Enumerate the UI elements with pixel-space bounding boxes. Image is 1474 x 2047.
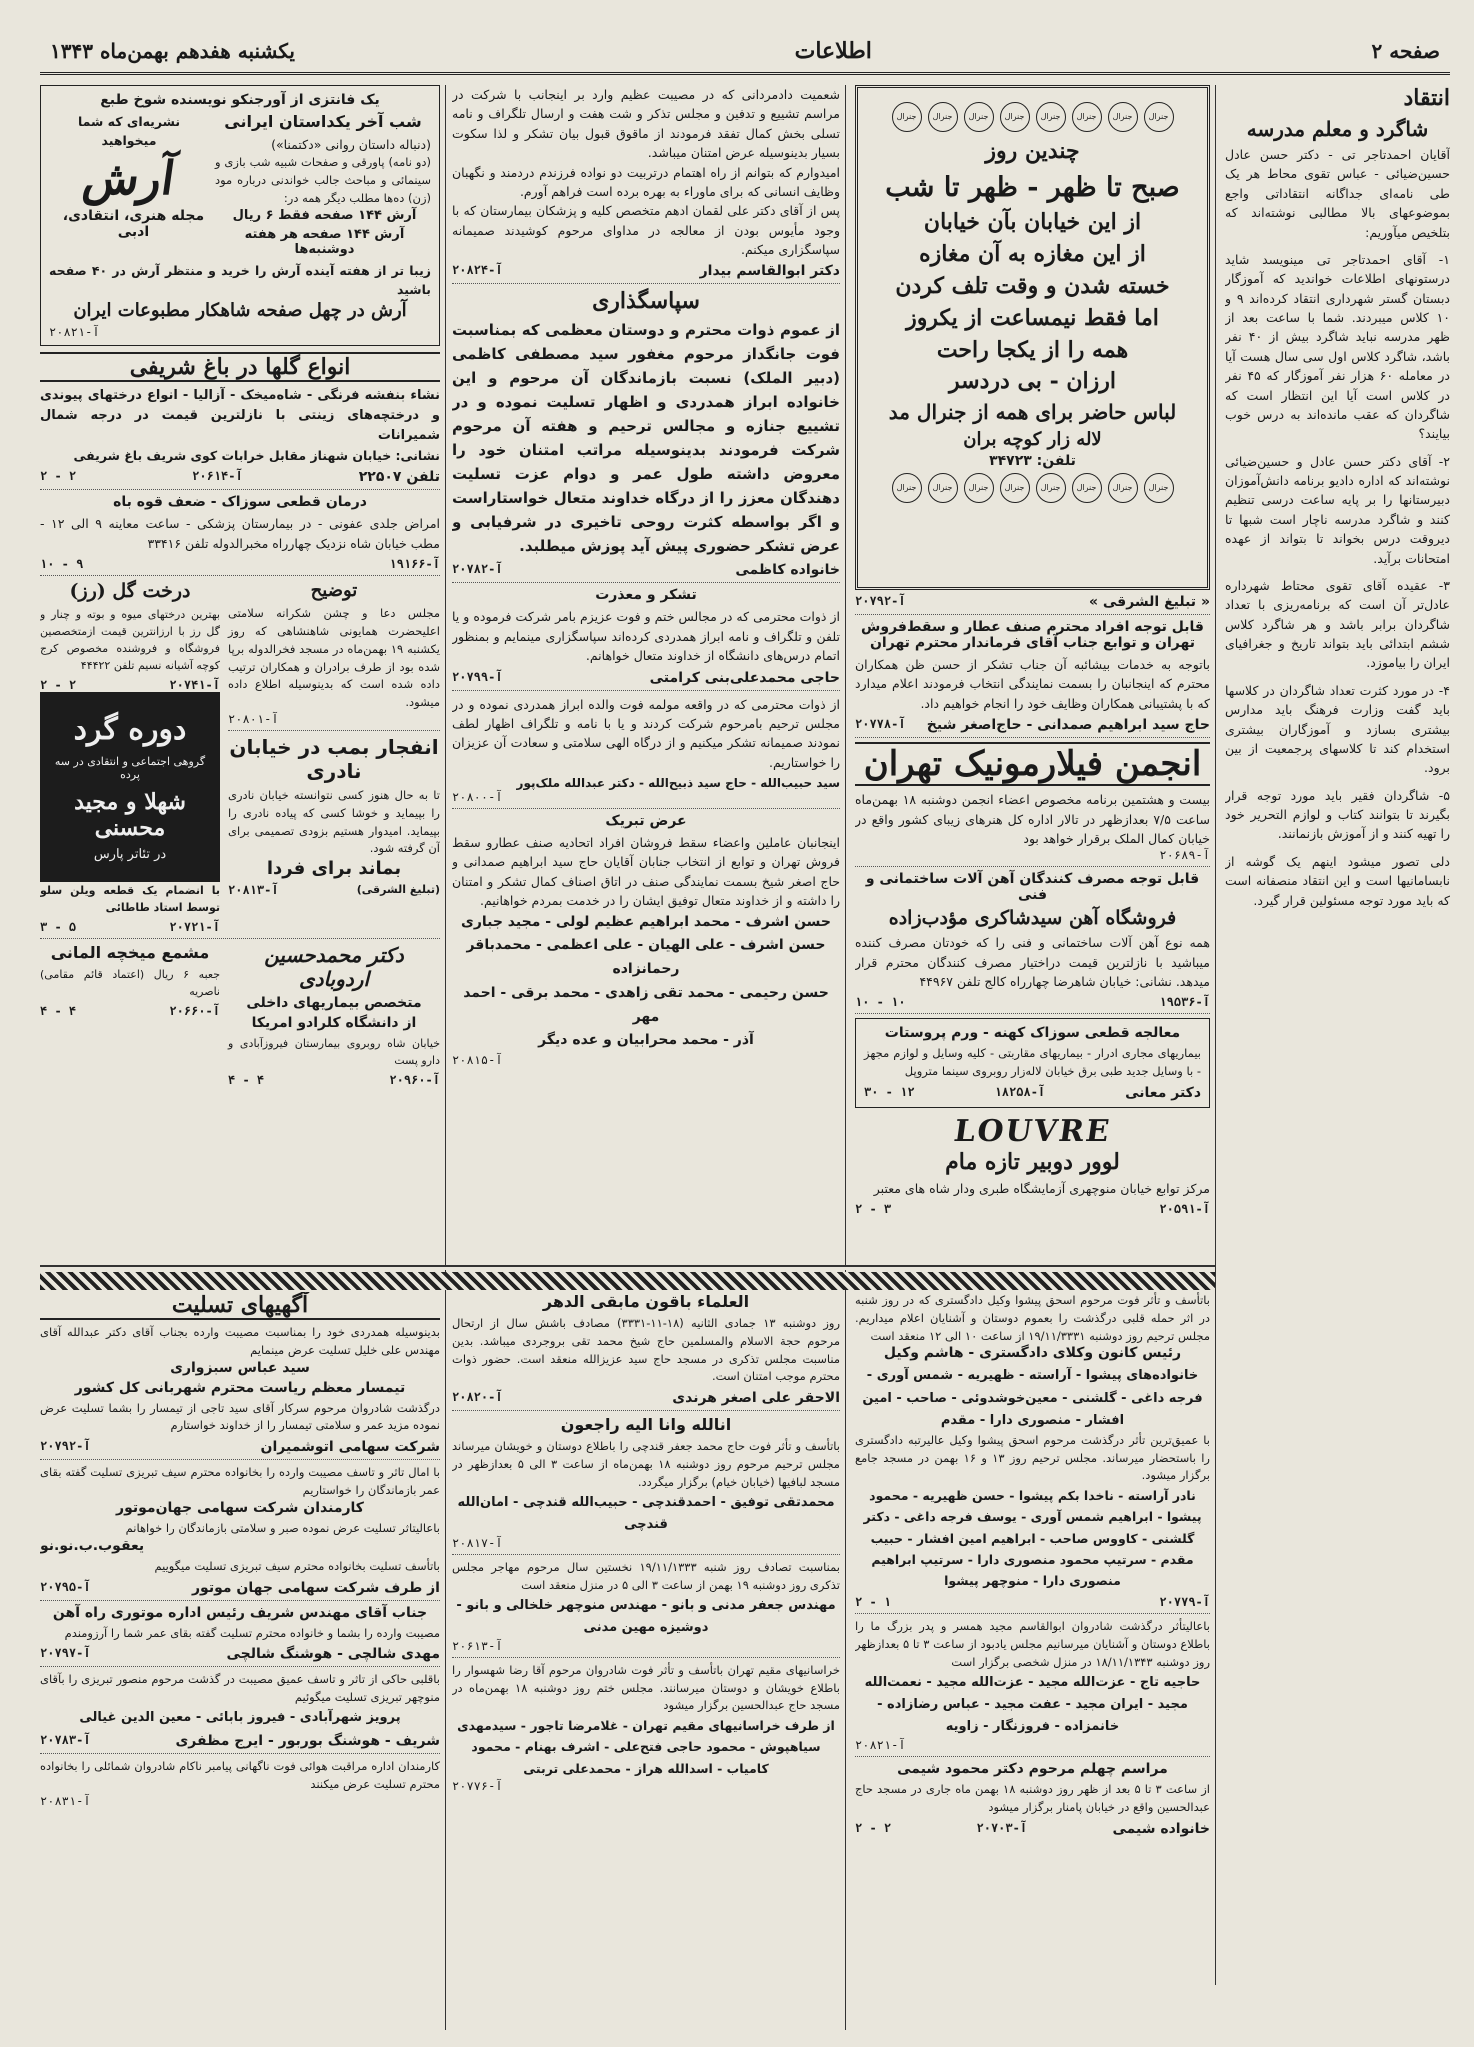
ad-line: از این خیابان بآن خیابان [923,209,1142,236]
condolence-p8: کارمندان اداره مراقبت هوائی فوت ناگهانی پیامبر ناکام شادروان شمائلی را بخانواده محترم تسلیت عرض میکنند [40,1759,440,1791]
ad-line: صبح تا ظهر - ظهر تا شب [885,171,1180,203]
doctor-spec: متخصص بیماریهای داخلی [246,995,422,1012]
rose-tree-ad [40,580,220,692]
shimi-body: از ساعت ۳ تا ۵ بعد از ظهر روز دوشنبه ۱۸ بهمن ماه جاری در مسجد حاج عبدالحسین واقع در خیابان پامنار برگزار میشود [855,1782,1210,1814]
critique-section-title: انتقاد [1403,85,1450,111]
condolence-p1: بدینوسیله همدردی خود را بمناسبت مصیبت وارده بجناب آقای دکتر عبدالله آقای مهندس علی خلیل تسلیت عرض مینمایم [40,1325,440,1357]
condolence-row-2 [40,1439,440,1455]
louvre-code-row [855,1202,1210,1216]
brand-badge: جنرال [1072,102,1102,132]
condolence-code8: آ-۲۰۸۳۱ [40,1793,91,1808]
philharmonic-title: انجمن فیلارمونیک تهران [855,742,1210,786]
obituary-thanks-1 [452,85,840,279]
theater-title: دوره گرد [73,712,187,748]
majid-notice: باعالیتأثر درگذشت شادروان ابوالقاسم مجید همسر و پدر بزرگ ما را باطلاع دوستان و آشنایان میرسانیم مجلس یادبود از ساعت ۳ تا ۵ بعدازظهر روز دوشنبه ۱۸/۱۱/۱۳۴۳ در منزل شخصی برگزار است [855,1619,1210,1670]
congrats-name-line: آذر - محمد محرابیان و عده دیگر [538,1032,754,1049]
thanks-notice-3 [452,695,840,805]
flowers-title: انواع گلها در باغ شریفی [40,352,440,382]
thanks-code: آ-۲۰۷۸۲ [452,562,503,577]
thanks-signature-row [452,562,840,578]
critique-column [1225,85,1450,910]
critique-paragraph: ۱- آقای احمدتاجر تی مینویسد شاید درستونهای اطلاعات خواندید که آموزگار دبستان گستر شهرداری انتقاد کرده‌اند ۹ و ۱۰ کلاس میبردند. شما با ساعت بعد از ظهر مدرسه نباید شاگرد بیش از ۴۰ نفر باشد، شاگرد کلاس اول سی سال هست آیا در معامله ۶۰ هزار نفر آموزگار که ۴۵ نفر در کلاس است آیا این انتظار است که شاگردان که عقب مانده‌اند به درس خوب بیایند؟ [1225,251,1450,442]
ads-column-3 [452,85,840,1260]
thanks2-signature-row [452,670,840,686]
magazine-info: آرش ۱۴۴ صفحه فقط ۶ ریال [232,207,417,223]
ulama-body: روز دوشنبه ۱۳ جمادی الثانیه (۱۸-۱۱-۳۳۳۱) مصادف باشش سال از ارتحال مرحوم حجة الاسلام والمسلمین حاج شیخ محمد تقی بروجردی میباشد. بدین مناسبت مجلس تذکری در مسجد حاج سید عزیزالله منعقد است. حضور ذوات محترم موجب امتنان است. [452,1316,840,1384]
clinic-ad [855,1018,1210,1108]
theater-code2: ۳ - ۵ [40,920,77,935]
critique-paragraph: ۲- آقای دکتر حسن عادل و حسین‌ضیائی نوشته‌اند که اداره دادیو برنامه دانش‌آموزان دبیرستانها را بر پایه ساعت درسی تنظیم کنند و شاگرد مدرسه ناچار است شبها تا دیروقت درس بخواند تا بتواند از عهده امتحانات برآید. [1225,453,1450,566]
rose-code2: ۲ - ۲ [40,678,77,693]
condolence-p4: باعالیتاثر تسلیت عرض نموده صبر و سلامتی بازماندگان را خواهانم [125,1520,440,1535]
qandchi-title: انالله وانا الیه راجعون [560,1415,732,1435]
magazine-code: آ-۲۰۸۲۱ [49,324,100,339]
std-code-row [40,557,440,571]
obituary-code: آ-۲۰۸۲۴ [452,263,503,278]
condolence-sig3: کارمندان شرکت سهامی جهان‌موتور [116,1499,364,1516]
plaster-code2: ۴ - ۴ [40,1004,77,1019]
congrats-name-line: حسن رحیمی - محمد تقی زاهدی - محمد برقی - احمد مهر [463,984,829,1025]
brand-badge: جنرال [1144,473,1174,503]
shimi-code: آ-۲۰۷۰۳ [976,1820,1028,1835]
flowers-code2: ۲ - ۲ [40,469,77,484]
condolence-sig6: مهدی شالچی - هوشنگ شالچی [226,1646,440,1663]
khorasan-code: آ-۲۰۷۷۶ [452,1778,503,1793]
notice-signature: حاج سید ابراهیم صمدانی - حاج‌اصغر شیخ [926,717,1210,734]
police-chief-title: تیمسار معظم ریاست محترم شهربانی کل کشور [74,1379,406,1396]
critique-title: شاگرد و معلم مدرسه [1246,117,1429,141]
page-number: صفحه ۲ [1371,39,1440,63]
thanks-notice-1 [452,288,840,578]
obituary-paragraph: شعمیت دادمردانی که در مصیبت عظیم وارد بر اینجانب با شرکت در مراسم تشییع و تدفین و مجلس تذکر و شت هفت و ارسال تلگراف و نامه تسلی بخش کمال تفقد فرمودند از ماقوق قبول بیان تشکر و لذا سکوت بسیار بدینوسیله عرض امتنان میباشد. [452,87,840,161]
plaster-code-row [40,1004,220,1018]
corn-plaster-ad [40,943,220,1087]
doctor-address: خیابان شاه روبروی بیمارستان فیروزآبادی و دارو پست [228,1037,440,1068]
congrats-names [452,911,840,1054]
hardware-ad [855,871,1210,1009]
brand-badge: جنرال [1108,473,1138,503]
newspaper-page [40,30,1450,2035]
thanks3-signature: سید حبیب‌الله - حاج سید ذبیح‌الله - دکتر عبدالله ملک‌پور [516,776,840,790]
theater-ad [40,692,220,882]
thanks2-code: آ-۲۰۷۹۹ [452,669,503,684]
ad-line: چندین روز [985,138,1080,164]
flowers-address: نشانی: خیابان شهناز مقابل خرابات کوی شریف باغ شریفی [73,447,440,463]
condolence-sig4: یعقوب.ب.نو.نو [40,1537,145,1554]
louvre-code: آ-۲۰۵۹۱ [1159,1202,1210,1217]
condolence-sig2: شرکت سهامی اتوشمیران [260,1439,440,1456]
congrats-name-line: حسن اشرف - محمد ابراهیم عظیم لولی - مجید جباری [460,913,831,930]
brand-badge: جنرال [1036,473,1066,503]
louvre-body: مرکز توابع خیابان منوچهری آزمایشگاه طبری ودار شاه های معتبر [873,1181,1210,1196]
congrats-body: اینجانبان عاملین واعضاء سقط فروشان افراد اتحادیه صنف عطارو سقط فروش تهران و توابع از انتخاب جنابان آقایان حاج سید ابراهیم صمدانی و حاج اصغر شیخ بسمت نمایندگی صنف در اتاق اصناف کمال تشکر و امتنان را داشته و از خداوند متعال توفیق ایشان را در خدمت بمردم خواهانیم. [452,835,840,909]
pishva-code: آ-۲۰۷۷۹ [1159,1595,1210,1610]
philharmonic-notice [855,742,1210,862]
issue-date: یکشنبه هفدهم بهمن‌ماه ۱۳۴۳ [50,39,295,63]
ulama-row [452,1390,840,1406]
brand-badge: جنرال [964,473,994,503]
condolence-sig7: پرویز شهرآبادی - فیروز بابائی - معین الدین غیالی [79,1709,401,1725]
theater-venue: در تئاتر پارس [93,847,167,863]
khorasan-body: خراسانیهای مقیم تهران باتأسف و تأثر فوت شادروان مرحوم آقا رضا شهسوار را باطلاع خویشان و دوستان میرسانند. مجلس ختم روز دوشنبه ۱۸ بهمن‌ماه در مسجد حاج عبدالحسین برگزار میشود [452,1662,840,1713]
brand-badge: جنرال [928,102,958,132]
condolence-sig7b: شریف - هوشنگ بوربور - ایرج مظفری [175,1733,440,1750]
clinic-title: معالجه قطعی سوزاک کهنه - ورم پروستات [884,1025,1181,1042]
bottom-col-right [855,1292,1210,2032]
brand-badge: جنرال [1108,102,1138,132]
bomb-tag: (تبلیغ الشرقی) [356,883,440,897]
pishva-notice: باتأسف و تأثر فوت مرحوم اسحق پیشوا وکیل دادگستری که در روز شنبه در اثر حمله قلبی درگذشت را بعموم دوستان و آشنایان اعلام میداریم. مجلس ترحیم روز دوشنبه ۱۹/۱۱/۳۳۳۱ از ساعت ۱۰ الی ۱۲ منعقد است [855,1293,1210,1343]
shimi-signature: خانواده شیمی [1112,1820,1210,1837]
theater-code: آ-۲۰۷۲۱ [169,920,220,935]
ad-border-band [868,473,1197,503]
doctor-code-row [228,1073,440,1087]
condolence-row-6 [40,1646,440,1662]
flowers-body: نشاء بنفشه فرنگی - شاه‌میخک - آزالیا - انواع درختهای پیوندی و درختچه‌های زینتی با نازلترین قیمت در درجه شمال شمیرانات [40,387,440,443]
page-header [40,30,1450,75]
shimi-code-row [855,1821,1210,1837]
explanation-body: مجلس دعا و چشن شکرانه سلامتی اعلیحضرت همایونی شاهنشاهی که روز یکشنبه ۱۹ بهمن‌ماه در مسجد فخرالدوله برپا شده بود از طرف برادران و همکاران ترتیب داده شده است که بدینوسیله اطلاع داده میشود. [228,606,440,710]
hardware-code: آ-۱۹۵۳۶ [1159,995,1210,1010]
ulama-signature: الاحقر علی اصغر هرندی [672,1390,840,1407]
doctor-ad [228,943,440,1087]
right-sub-column [40,580,220,934]
condolence-p7: باقلبی حاکی از تاثر و تاسف عمیق مصیبت در گذشت مرحوم منصور تبریزی را بآقای منوچهر تبریزی تسلیت میگوئیم [40,1672,440,1705]
doctor-name: دکتر محمدحسین اردوبادی [264,943,404,992]
brand-badge: جنرال [892,102,922,132]
std-body: امراض جلدی عفونی - در بیمارستان پزشکی - ساعت معاینه ۹ الی ۱۲ - مطب خیابان شاه نزدیک چهارراه مخبرالدوله تلفن ۳۳۴۱۶ [40,516,440,551]
plaster-title: مشمع میخچه المانی [50,943,210,963]
brand-badge: جنرال [928,473,958,503]
condolence-p3: با امال تاثر و تاسف مصیبت وارده را بخانواده محترم سیف تبریزی تسلیت گفته بقای عمر بازماندگان را خواستاریم [40,1465,440,1498]
congrats-name-line: حسن اشرف - علی الهیان - علی اعظمی - محمدباقر رحمانزاده [466,937,826,978]
bomb-code-row [228,883,440,897]
magazine-desc: (دو نامه) پاورقی و صفحات شبیه شب بازی و سینمائی و مباحث جالب خواندنی درباره مود (زن) ده‌ها مطلب دیگر همه در: [215,155,431,205]
magazine-story-sub: (دنباله داستان روانی «دکتمنا») [271,137,431,152]
critique-paragraph: دلی تصور میشود اینهم یک گوشه از نابسامانیها است و این انتقاد منصفانه است که باید مورد توجه مسئولین قرار گیرد. [1225,853,1450,908]
flowers-phone: تلفن ۲۲۵۰۷ [358,469,440,486]
philharmonic-body: بیست و هشتمین برنامه مخصوص اعضاء انجمن دوشنبه ۱۸ بهمن‌ماه ساعت ۷/۵ بعدازظهر در تالار اداره کل هنرهای زیبای کشور واقع در خیابان کمال الملک برقرار خواهد بود [855,792,1210,846]
ad-code: آ-۲۰۷۹۲ [855,594,906,608]
obituary-paragraph: پس از آقای دکتر علی لقمان ادهم متخصص کلیه و پزشکان بیمارستان که با وجود مأیوس بودن از معالجه در مداوای مرحوم کوشیدند صمیمانه سپاسگزاری میکنم. [452,203,840,257]
thanks-title: سپاسگذاری [592,288,700,315]
critique-paragraph: آقایان احمدتاجر تی - دکتر حسن عادل حسین‌ضیائی - عباس تقوی محاط هر یک طی نامه‌ای جداگانه انتقاداتی واجع بموضوعهای بالا مطالبی نوشته‌اند که ‌بتلخیص میآوریم: [1225,147,1450,240]
madani-names: مهندس جعفر مدنی و بانو - مهندس منوچهر خلخالی و بانو - دوشیزه مهین مدنی [456,1597,836,1635]
ad-line: همه را از یکجا راحت [936,336,1129,363]
magazine-top: یک فانتزی از آورجنکو نویسنده شوخ طبع [100,92,380,108]
clinic-doctor: دکتر معانی [1125,1085,1201,1101]
condolences-title: آگهیهای تسلیت [40,1292,440,1320]
louvre-logo: LOUVRE [951,1114,1114,1149]
explanation-title: توضیح [310,580,358,602]
flowers-code: آ-۲۰۶۱۴ [192,469,243,484]
ad-line: اما فقط نیمساعت از یکروز [906,304,1159,331]
theater-foot: با انضمام یک قطعه ویلن سلو توسط استاد طاطائی [40,884,220,915]
congrats-title: عرض تبریک [605,813,687,829]
ad-tag: « تبلیغ الشرقی » [1088,594,1210,610]
engineer-title: جناب آقای مهندس شریف رئیس اداره موتوری راه آهن [52,1604,428,1621]
general-mode-ad [855,85,1210,590]
madani-code: آ-۲۰۶۱۳ [452,1638,503,1653]
std-code2: ۱۰ - ۹ [40,557,84,572]
std-title: درمان قطعی سوزاک - ضعف قوه باه [113,494,367,511]
hardware-body: همه نوع آهن آلات ساختمانی و فنی را که خودتان مصرف کننده میباشید با نازلترین قیمت دراختیار مصرف کنندگان محترم قرار میدهد. نشانی: خیابان شاهرضا چهارراه کالج تلفن ۴۴۹۶۷ [855,935,1210,989]
louvre-code2: ۲ - ۳ [855,1202,892,1217]
thanks3-signature-row [452,776,840,790]
brand-badge: جنرال [892,473,922,503]
clinic-code2: ۳۰ - ۱۲ [864,1085,915,1099]
rose-code: آ-۲۰۷۴۱ [169,678,220,693]
khorasan-names: از طرف خراسانیهای مقیم تهران - غلامرضا تاجور - سیدمهدی سیاهپوش - محمود حاجی فتح‌علی - اشرف بهنام - محمود کامیاب - اسدالله هراز - محمدعلی تربتی [457,1718,835,1776]
doctor-code: آ-۲۰۹۶۰ [389,1073,440,1088]
shimi-title: مراسم چهلم مرحوم دکتر محمود شیمی [897,1761,1168,1778]
obituary-signature: دکتر ابوالقاسم بیدار [699,263,840,280]
theater-stars: شهلا و مجید محسنی [74,789,186,842]
arash-logo: آرش [79,150,179,205]
philharmonic-code: آ-۲۰۶۸۹ [1159,848,1210,863]
doctor-code2: ۴ - ۴ [228,1073,265,1088]
critique-paragraph: ۳- عقیده آقای تقوی محتاط شهرداره عادل‌تر آن است که برنامه‌ریزی با تعداد شاگردان برابر باشد و هر شاگرد کلاس ششم ابتدائی باید بتواند تاریخ و جغرافیای ایران را بیاموزد. [1225,577,1450,671]
magazine-info: آرش ۱۴۴ صفحه هر هفته دوشنبه‌ها [244,226,405,257]
notice-guild [855,619,1210,733]
plaster-body: جعبه ۶ ریال (اعتماد قائم مقامی) ناصریه [40,968,220,999]
ads-column-4 [40,85,440,1260]
bottom-col-left [40,1292,440,2032]
arash-magazine-ad [40,85,440,346]
obituary-paragraph: امیدوارم که بتوانم از راه اهتمام درتربیت دو نواده فرزندم دردمند و نگهبان وظایف انسانی که برای ماوراء به بهره برده است فراهم آورم. [452,164,840,199]
critique-paragraph: ۴- در مورد کثرت تعداد شاگردان در کلاسها باید گفت وزارت فرهنگ باید مدارس بیشتری بسازد و آموزگاران بیشتری استخدام کند تا کلاسهای پرجمعیت از بین برود. [1225,682,1450,776]
pishva-notice-2: با عمیق‌ترین تأثر درگذشت مرحوم اسحق پیشوا وکیل عالیرتبه دادگستری را باستحضار میرساند. مجلس ترحیم روز ۱۳ و ۱۶ بهمن در مسجد جامع برگزار میشود. [855,1432,1210,1483]
bomb-title: انفجار بمب در خیابان نادری [229,734,439,783]
thanks-notice-2 [452,587,840,685]
brand-badge: جنرال [1000,102,1030,132]
ad-line: از این مغازه به آن مغازه [919,240,1146,267]
pishva-code2: ۲ - ۱ [855,1595,892,1610]
ulama-title: العلماء باقون مابقی الدهر [542,1292,750,1311]
shimi-code2: ۲ - ۲ [855,1820,892,1835]
majid-names: حاجیه تاج - عزت‌الله مجید - عزت‌الله مجید - نعمت‌الله مجید - ایران مجید - عفت مجید - عباس رضازاده - خانمزاده - فروزنگار - زاویه [864,1674,1201,1735]
rose-code-row [40,678,220,692]
theater-code-row [40,920,220,934]
explanation-code: آ-۲۰۸۰۱ [228,711,279,726]
qandchi-code: آ-۲۰۸۱۷ [452,1535,503,1550]
bomb-code: آ-۲۰۸۱۳ [228,883,279,898]
rose-title: درخت گل (رز) [69,580,191,603]
magazine-kind: مجله هنری، انتقادی، ادبی [62,207,205,240]
clinic-body: بیماریهای مجاری ادرار - بیماریهای مقاربتی - کلیه وسایل و لوازم مجهز - با وسایل جدید طبی برق خیابان لاله‌زار روبروی سینما متروپل [864,1046,1201,1079]
condolence-code6: آ-۲۰۷۹۷ [40,1646,91,1661]
magazine-brand-line: نشریه‌ای که شما میخواهید [77,114,181,149]
notice-title: قابل توجه افراد محترم صنف عطار و سقط‌فروش تهران و توابع جناب آقای فرماندار محترم تهران [861,619,1204,651]
condolence-p6: مصیبت وارده را بشما و خانواده محترم تسلیت گفته بقای عمر شما را آرزومندم [64,1625,440,1640]
flowers-ad [40,352,440,486]
condolence-p5: باتأسف تسلیت بخانواده محترم سیف تبریزی تسلیت میگوییم [154,1558,440,1573]
bomb-body: تا به حال هنوز کسی نتوانسته خیابان نادری را بپیماید و خوشا کسی که پیاده نادری را بپیماید. امیدوار هستیم بزودی تصمیمی برای آن گرفته شود. [228,787,440,856]
condolence-sig5: از طرف شرکت سهامی جهان موتور [191,1579,440,1596]
pishva-title: رئیس کانون وکلای دادگستری - هاشم وکیل [883,1345,1182,1362]
ad-line: لاله زار کوچه بران [963,429,1102,451]
magazine-pub: آرش در چهل صفحه شاهکار مطبوعات ایران [73,299,407,321]
pishva-names: نادر آراسته - ناخدا بکم پیشوا - حسن ظهیریه - محمود پیشوا - ابراهیم شمس آوری - یوسف فرجه داغی - دکتر گلشنی - کاووس صاحب - ابراهیم امین افشار - حبیب مقدم - سرتیپ محمود منصوری دارا - سرتیپ ابراهیم منصوری دارا - منوچهر پیشوا [863,1488,1202,1589]
plaster-code: آ-۲۰۶۶۰ [169,1004,220,1019]
thanks3-body: از ذوات محترمی که در واقعه مولمه فوت والده ابراز همدردی نموده و در مجلس ترحیم بامرحوم شرکت کردند و یا با نامه و تلگراف اظهار لطف نمودند صمیمانه تشکر میکنیم و از درگاه الهی سلامتی و سعادت آن عزیزان را خواستاریم. [452,696,840,770]
louvre-title: لوور دوبیر تازه مام [945,1149,1120,1175]
critique-paragraph: ۵- شاگردان فقیر باید مورد توجه قرار بگیرند تا بتوانند کتاب و لوازم التحریر خود را تهیه کنند و از آموزش بازنمانند. [1225,787,1450,842]
flowers-code-row [40,469,440,485]
condolence-code1: آ-۲۰۷۹۲ [40,1439,91,1454]
rose-body: بهترین درختهای میوه و بوته و چنار و گل رز با ارزانترین قیمت ازمتخصصین فروشگاه و فروشنده مخصوص کرج کوچه آشیانه نسیم تلفن ۴۴۴۲۲ [40,608,220,673]
ads-column-2 [855,85,1210,1216]
brand-badge: جنرال [1036,102,1066,132]
pishva-code-row [855,1595,1210,1609]
thanks-body: از عموم ذوات محترم و دوستان معظمی که بمناسبت فوت جانگداز مرحوم مغفور سید مصطفی کاظمی (دبیر الملک) نسبت بازماندگان آن مرحوم و این خانواده ابراز همدردی و اظهار تسلیت نموده و در تشییع جنازه و مجالس ترحیم و هفته آن مرحوم شرکت فرمودند بدینوسیله مراتب امتنان خود را معروض داشته طول عمر و دوام عزت تسلیت دهندگان معزز را از درگاه خداوند متعال خواستاراست و اگر بواسطه کثرت روحی تاخیری در شرفیابی و عرض تشکر حضوری پیش آید پوزش میطلبد. [452,321,840,556]
thanks2-title: تشکر و معذرت [595,587,697,604]
ulama-code: آ-۲۰۸۲۰ [452,1390,503,1405]
notice-signature-row [855,717,1210,733]
brand-badge: جنرال [1144,102,1174,132]
condolence-code5: آ-۲۰۷۹۵ [40,1579,91,1594]
magazine-promo: زیبا تر از هفته آینده آرش را خرید و منتظر آرش در ۴۰ صفحه باشید [49,262,431,298]
condolence-p2: درگذشت شادروان مرحوم سرکار آقای سید تاجی از تیمسار را بشما تسلیت عرض نموده مزید عمر و سلامتی تیمسار را از خداوند خواستارم [40,1400,440,1433]
condolence-code7: آ-۲۰۷۸۳ [40,1733,91,1748]
bomb-ending: بماند برای فردا [266,858,402,880]
doctor-school: از دانشگاه کلرادو امریکا [251,1015,417,1032]
condolence-sig1: سید عباس سبزواری [170,1359,310,1376]
ad-line: خسته شدن و وقت تلف کردن [895,272,1170,299]
hardware-code2: ۱۰ - ۱۰ [855,995,906,1010]
hardware-title: قابل توجه مصرف کنندگان آهن آلات ساختمانی و فنی [865,871,1200,904]
louvre-ad [855,1114,1210,1216]
clinic-code: آ-۱۸۲۵۸ [994,1085,1046,1099]
qandchi-body: باتأسف و تأثر فوت حاج محمد جعفر قندچی را باطلاع دوستان و خویشان میرساند مجلس ترحیم مرحوم روز دوشنبه ۱۸ بهمن‌ماه از ساعت ۳ الی ۵ بعدازظهر در مسجد لبافیها (خیابان خیام) برگزار میگردد. [452,1439,840,1489]
brand-badge: جنرال [1072,473,1102,503]
theater-sub: گروهی اجتماعی و انتقادی در سه پرده [54,755,206,782]
majid-code: آ-۲۰۸۲۱ [855,1738,906,1753]
newspaper-name: اطلاعات [794,38,872,64]
condolence-row-5 [40,1580,440,1596]
clinic-row [864,1085,1201,1101]
condolence-row-7 [40,1733,440,1749]
obituary-signature-row [452,263,840,279]
notice-code: آ-۲۰۷۷۸ [855,717,906,732]
ad-phone: تلفن: ۳۴۷۲۳ [989,453,1076,470]
std-treatment-ad [40,494,440,571]
thanks3-code: آ-۲۰۸۰۰ [452,790,503,804]
notice-body: باتوجه به خدمات بیشائبه آن جناب تشکر از حسن ظن همکاران محترم که اینجانبان را بسمت نمایندگی انتخاب فرمودند اعلام میدارد که با پشتیبانی همکاران وظایف خود را انجام خواهیم داد. [855,657,1210,711]
ad-border-band [868,102,1197,132]
brand-badge: جنرال [964,102,994,132]
ad-footer [855,594,1210,610]
hardware-shop-name: فروشگاه آهن سیدشاکری مؤدب‌زاده [888,907,1177,930]
hardware-code-row [855,995,1210,1009]
magazine-story: شب آخر یکداستان ایرانی [224,112,422,131]
thanks2-signature: حاجی محمدعلی‌بنی کرامتی [649,669,840,686]
thanks-signature: خانواده کاظمی [735,562,840,579]
bottom-col-mid [452,1292,840,2032]
pishva-families: خانواده‌های پیشوا - آراسته - ظهیریه - شمس آوری - فرجه داغی - گلشنی - معین‌خوشدوئی - صاحب - امین افشار - منصوری دارا - مقدم [862,1368,1203,1428]
thanks2-body: از ذوات محترمی که در مجالس ختم و فوت عزیزم بامر شرکت فرموده و یا تلفن و تلگراف و نامه ابراز همدردی کرده‌اند سپاسگزاری مینمایم و بمنظور اتمام درس‌های دانشگاه از خداوند متعال خواهانم. [452,609,840,664]
ad-line: ارزان - بی دردسر [949,368,1116,395]
brand-badge: جنرال [1000,473,1030,503]
congratulation-notice [452,813,840,1067]
explanation-notice [228,580,440,934]
congrats-code: آ-۲۰۸۱۵ [452,1053,503,1068]
std-code: آ-۱۹۱۶۶ [389,557,440,572]
qandchi-names: محمدتقی توفیق - احمدقندچی - حبیب‌الله قندچی - امان‌الله قندچی [457,1494,835,1532]
madani-body: بمناسبت تصادف روز شنبه ۱۹/۱۱/۱۳۳۳ نخستین سال مرحوم مهاجر مجلس تذکری روز دوشنبه ۱۹ بهمن از ساعت ۳ الی ۵ در منزل منعقد است [452,1559,840,1592]
ad-line: لباس حاضر برای همه از جنرال مد [888,400,1177,425]
